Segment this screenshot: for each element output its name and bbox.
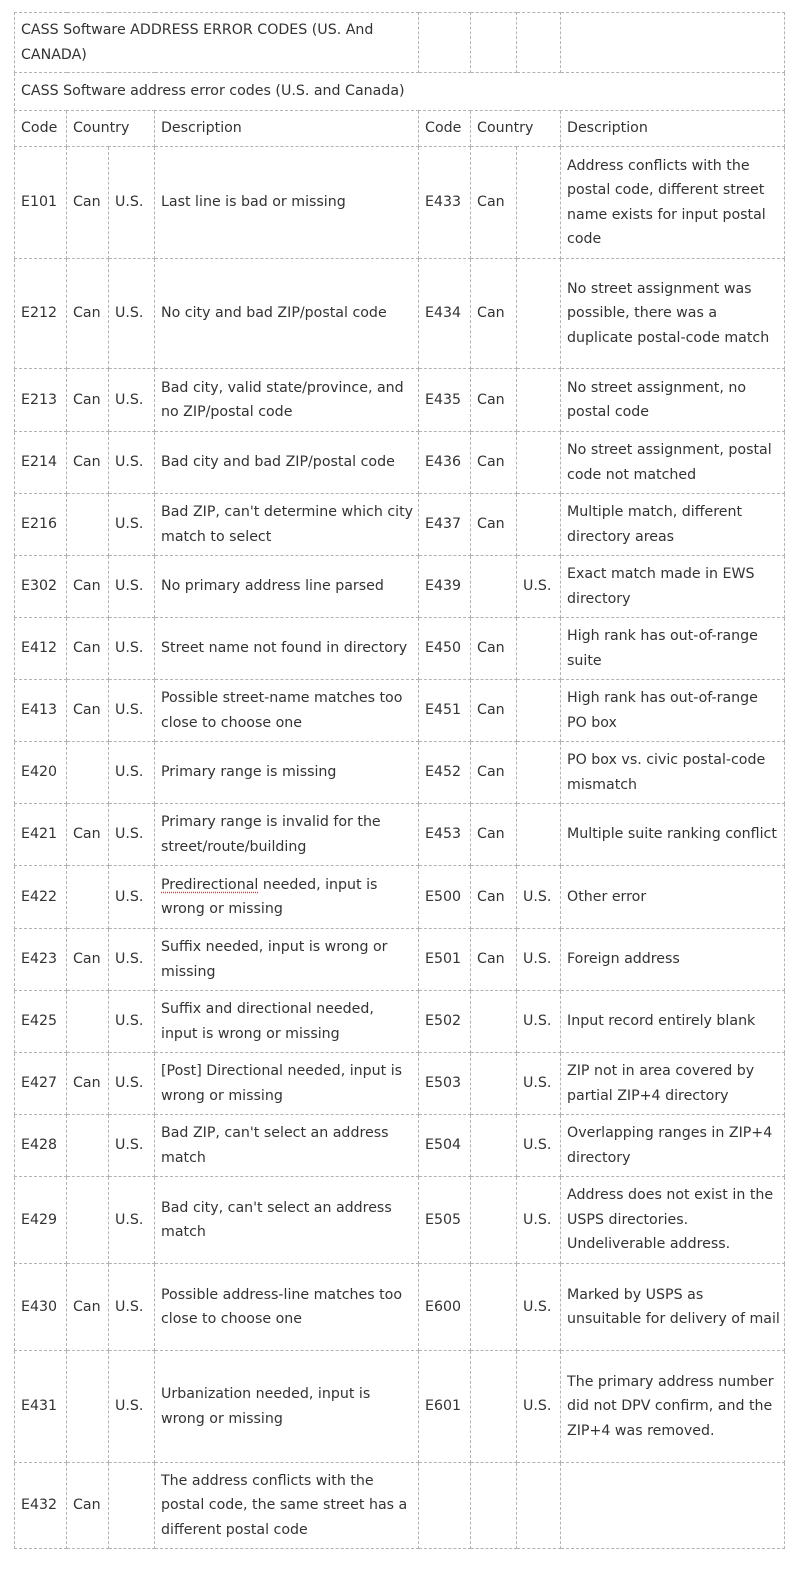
error-description: Multiple match, different directory areas	[561, 494, 785, 556]
country-canada	[471, 1351, 517, 1463]
country-us: U.S.	[109, 742, 155, 804]
error-code: E427	[15, 1053, 67, 1115]
country-us: U.S.	[517, 1264, 561, 1351]
country-us: U.S.	[109, 991, 155, 1053]
country-canada: Can	[471, 742, 517, 804]
table-row	[15, 1463, 785, 1549]
error-description: The address conflicts with the postal code, the same street has a different postal code	[155, 1463, 419, 1549]
empty-cell	[471, 13, 517, 73]
error-code: E101	[15, 147, 67, 259]
error-description: Primary range is invalid for the street/route/building	[155, 804, 419, 866]
error-code: E214	[15, 432, 67, 494]
country-us: U.S.	[517, 991, 561, 1053]
country-us: U.S.	[109, 866, 155, 929]
error-code: E430	[15, 1264, 67, 1351]
table-row	[15, 1351, 785, 1463]
empty-cell	[419, 13, 471, 73]
country-canada	[471, 1053, 517, 1115]
country-us: U.S.	[109, 1053, 155, 1115]
error-description: Bad ZIP, can't select an address match	[155, 1115, 419, 1177]
error-description: The primary address number did not DPV confirm, and the ZIP+4 was removed.	[561, 1351, 785, 1463]
table-row	[15, 1177, 785, 1264]
country-us	[517, 494, 561, 556]
country-canada: Can	[471, 866, 517, 929]
error-description: Marked by USPS as unsuitable for delivery of mail	[561, 1264, 785, 1351]
country-us: U.S.	[109, 556, 155, 618]
error-description: Last line is bad or missing	[155, 147, 419, 259]
country-canada: Can	[471, 680, 517, 742]
country-canada	[471, 556, 517, 618]
empty-cell	[561, 13, 785, 73]
error-description: Bad city, valid state/province, and no ZIP/postal code	[155, 369, 419, 432]
country-canada	[67, 1351, 109, 1463]
error-code: E420	[15, 742, 67, 804]
country-us: U.S.	[109, 618, 155, 680]
error-code: E423	[15, 929, 67, 991]
country-us	[517, 680, 561, 742]
header-code: Code	[419, 111, 471, 147]
title-row	[15, 13, 785, 73]
country-us: U.S.	[517, 556, 561, 618]
error-description: No street assignment, no postal code	[561, 369, 785, 432]
header-description: Description	[155, 111, 419, 147]
error-code: E429	[15, 1177, 67, 1264]
country-us: U.S.	[109, 147, 155, 259]
error-code: E434	[419, 259, 471, 369]
country-us: U.S.	[517, 929, 561, 991]
table-row	[15, 1115, 785, 1177]
error-description: Exact match made in EWS directory	[561, 556, 785, 618]
error-code: E502	[419, 991, 471, 1053]
error-code: E452	[419, 742, 471, 804]
header-country: Country	[67, 111, 155, 147]
table-row	[15, 742, 785, 804]
table-row	[15, 866, 785, 929]
error-description: Input record entirely blank	[561, 991, 785, 1053]
error-code: E422	[15, 866, 67, 929]
error-description: Bad city and bad ZIP/postal code	[155, 432, 419, 494]
country-canada	[67, 742, 109, 804]
country-canada: Can	[471, 147, 517, 259]
country-canada: Can	[67, 929, 109, 991]
country-us: U.S.	[109, 929, 155, 991]
error-code: E428	[15, 1115, 67, 1177]
error-code: E413	[15, 680, 67, 742]
error-code: E600	[419, 1264, 471, 1351]
country-us	[517, 147, 561, 259]
country-us	[517, 618, 561, 680]
error-description: No street assignment, postal code not matched	[561, 432, 785, 494]
error-description: Predirectional needed, input is wrong or missing	[155, 866, 419, 929]
table-row	[15, 369, 785, 432]
error-description: PO box vs. civic postal-code mismatch	[561, 742, 785, 804]
error-description	[561, 1463, 785, 1549]
table-row	[15, 432, 785, 494]
error-description: ZIP not in area covered by partial ZIP+4 directory	[561, 1053, 785, 1115]
error-description: Possible address-line matches too close to choose one	[155, 1264, 419, 1351]
error-description: Multiple suite ranking conflict	[561, 804, 785, 866]
country-us: U.S.	[517, 1351, 561, 1463]
table-row	[15, 991, 785, 1053]
error-code: E435	[419, 369, 471, 432]
error-code: E504	[419, 1115, 471, 1177]
error-code: E501	[419, 929, 471, 991]
country-us	[517, 432, 561, 494]
country-canada: Can	[471, 432, 517, 494]
error-code: E503	[419, 1053, 471, 1115]
error-description: Possible street-name matches too close to choose one	[155, 680, 419, 742]
country-us	[517, 1463, 561, 1549]
country-us	[517, 742, 561, 804]
error-description: [Post] Directional needed, input is wrong or missing	[155, 1053, 419, 1115]
error-code: E436	[419, 432, 471, 494]
error-code: E451	[419, 680, 471, 742]
country-us: U.S.	[517, 866, 561, 929]
error-code: E212	[15, 259, 67, 369]
error-description: High rank has out-of-range suite	[561, 618, 785, 680]
error-description: Address does not exist in the USPS directories. Undeliverable address.	[561, 1177, 785, 1264]
error-description: Other error	[561, 866, 785, 929]
error-code: E425	[15, 991, 67, 1053]
country-us: U.S.	[109, 432, 155, 494]
country-canada: Can	[67, 432, 109, 494]
country-us: U.S.	[109, 369, 155, 432]
error-description: No street assignment was possible, there was a duplicate postal-code match	[561, 259, 785, 369]
error-code: E450	[419, 618, 471, 680]
country-canada: Can	[67, 259, 109, 369]
table-row	[15, 618, 785, 680]
error-code: E216	[15, 494, 67, 556]
error-code	[419, 1463, 471, 1549]
error-codes-table	[14, 12, 785, 1549]
country-canada	[471, 1115, 517, 1177]
table-row	[15, 1053, 785, 1115]
country-us: U.S.	[109, 1115, 155, 1177]
error-code: E433	[419, 147, 471, 259]
country-us	[517, 804, 561, 866]
country-canada	[67, 494, 109, 556]
error-code: E505	[419, 1177, 471, 1264]
country-canada	[471, 1177, 517, 1264]
error-code: E439	[419, 556, 471, 618]
table-subtitle: CASS Software address error codes (U.S. and Canada)	[15, 73, 785, 111]
error-description: Urbanization needed, input is wrong or missing	[155, 1351, 419, 1463]
country-us	[109, 1463, 155, 1549]
country-us: U.S.	[109, 259, 155, 369]
table-row	[15, 680, 785, 742]
country-canada	[67, 991, 109, 1053]
header-description: Description	[561, 111, 785, 147]
table-row	[15, 147, 785, 259]
country-canada: Can	[67, 1463, 109, 1549]
country-us: U.S.	[109, 1177, 155, 1264]
table-row	[15, 804, 785, 866]
table-row	[15, 1264, 785, 1351]
country-us: U.S.	[109, 680, 155, 742]
country-canada	[67, 866, 109, 929]
error-description: Overlapping ranges in ZIP+4 directory	[561, 1115, 785, 1177]
table-row	[15, 556, 785, 618]
error-code: E431	[15, 1351, 67, 1463]
table-row	[15, 929, 785, 991]
error-code: E601	[419, 1351, 471, 1463]
error-description: No primary address line parsed	[155, 556, 419, 618]
header-country: Country	[471, 111, 561, 147]
error-description: No city and bad ZIP/postal code	[155, 259, 419, 369]
header-row	[15, 111, 785, 147]
country-canada: Can	[67, 1053, 109, 1115]
country-us: U.S.	[109, 494, 155, 556]
header-code: Code	[15, 111, 67, 147]
country-canada	[471, 991, 517, 1053]
subtitle-row	[15, 73, 785, 111]
country-canada: Can	[471, 369, 517, 432]
country-canada: Can	[471, 618, 517, 680]
error-code: E213	[15, 369, 67, 432]
country-canada: Can	[471, 494, 517, 556]
country-us	[517, 259, 561, 369]
country-us: U.S.	[109, 1264, 155, 1351]
country-us	[517, 369, 561, 432]
error-description: Address conflicts with the postal code, different street name exists for input postal code	[561, 147, 785, 259]
country-canada	[471, 1264, 517, 1351]
spellcheck-word: Predirectional	[161, 876, 259, 893]
country-canada: Can	[471, 804, 517, 866]
error-description: High rank has out-of-range PO box	[561, 680, 785, 742]
error-description: Suffix needed, input is wrong or missing	[155, 929, 419, 991]
table-row	[15, 494, 785, 556]
error-description: Bad city, can't select an address match	[155, 1177, 419, 1264]
table-row	[15, 259, 785, 369]
table-title: CASS Software ADDRESS ERROR CODES (US. And CANADA)	[15, 13, 419, 73]
country-us: U.S.	[109, 1351, 155, 1463]
country-us: U.S.	[109, 804, 155, 866]
country-canada: Can	[67, 147, 109, 259]
country-canada	[67, 1177, 109, 1264]
country-us: U.S.	[517, 1115, 561, 1177]
country-canada: Can	[67, 680, 109, 742]
error-code: E500	[419, 866, 471, 929]
country-canada: Can	[471, 929, 517, 991]
country-canada: Can	[67, 1264, 109, 1351]
error-description: Street name not found in directory	[155, 618, 419, 680]
country-canada	[67, 1115, 109, 1177]
error-code: E412	[15, 618, 67, 680]
error-code: E453	[419, 804, 471, 866]
error-code: E302	[15, 556, 67, 618]
country-canada: Can	[67, 804, 109, 866]
error-code: E432	[15, 1463, 67, 1549]
error-description: Bad ZIP, can't determine which city match to select	[155, 494, 419, 556]
country-canada: Can	[67, 556, 109, 618]
country-canada: Can	[67, 618, 109, 680]
error-description: Primary range is missing	[155, 742, 419, 804]
country-canada	[471, 1463, 517, 1549]
empty-cell	[517, 13, 561, 73]
error-code: E421	[15, 804, 67, 866]
country-canada: Can	[67, 369, 109, 432]
country-us: U.S.	[517, 1053, 561, 1115]
country-us: U.S.	[517, 1177, 561, 1264]
error-code: E437	[419, 494, 471, 556]
error-description: Suffix and directional needed, input is wrong or missing	[155, 991, 419, 1053]
error-description: Foreign address	[561, 929, 785, 991]
country-canada: Can	[471, 259, 517, 369]
